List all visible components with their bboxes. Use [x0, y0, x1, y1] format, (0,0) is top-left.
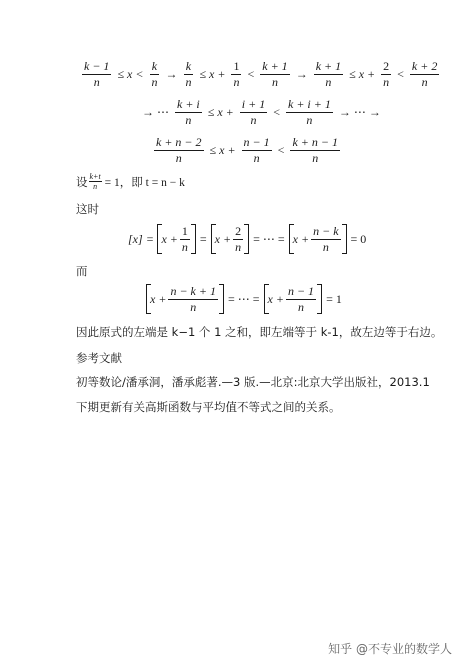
floor-bracket: x + $\frac{2}{n}$ — [211, 224, 249, 254]
fraction: $\frac{k + i + 1}{n}$ — [288, 97, 331, 127]
fraction: $\frac{k}{n}$ — [151, 59, 158, 89]
fraction: $\frac{k + 1}{n}$ — [315, 59, 342, 89]
floor-bracket: x + $\frac{1}{n}$ — [157, 224, 195, 254]
inequality-line-1: $\frac{k - 1}{n}$ ≤ x < $\frac{k}{n}$ → $\frac{k}{n}$ ≤ x + $\frac{1}{n}$ < $\frac{k + 1}{n}$ → $\frac{k + 1}{n}$ ≤ x + $\frac{2}{n}$ < $\frac{k + 2}{n}$ — [84, 59, 438, 89]
next-issue-note: 下期更新有关高斯函数与平均值不等式之间的关系。 — [76, 400, 341, 414]
references-heading: 参考文献 — [76, 351, 122, 365]
equation-2: x + $\frac{n - k + 1}{n}$ = ⋯ = x + $\frac{n - 1}{n}$ = 1 — [146, 284, 346, 314]
fraction: $\frac{i + 1}{n}$ — [241, 97, 266, 127]
floor-bracket: x + $\frac{n - 1}{n}$ — [264, 284, 323, 314]
floor-bracket: x + $\frac{n - k}{n}$ — [289, 224, 347, 254]
reference-entry: 初等数论/潘承洞，潘承彪著.—3 版.—北京:北京大学出版社，2013.1 — [76, 375, 430, 389]
fraction: $\frac{k + 2}{n}$ — [411, 59, 438, 89]
conclusion-text: 因此原式的左端是 k−1 个 1 之和，即左端等于 k-1，故左边等于右边。 — [76, 325, 443, 339]
equation-1: [x] = x + $\frac{1}{n}$ = x + $\frac{2}{n}$ = ⋯ = x + $\frac{n - k}{n}$ = 0 — [128, 223, 367, 254]
fraction: $\frac{k + n - 2}{n}$ — [156, 135, 202, 165]
substitution-line: 设 $\frac{k+t}{n}$ = 1，即 t = n − k — [76, 172, 185, 191]
paragraph-label: 而 — [76, 264, 88, 278]
fraction: $\frac{k + i}{n}$ — [177, 97, 200, 127]
fraction: $\frac{1}{n}$ — [233, 59, 240, 89]
paragraph-label: 这时 — [76, 202, 99, 216]
zhihu-watermark: 知乎 @不专业的数学人 — [328, 642, 452, 656]
inequality-line-2: → ⋯ $\frac{k + i}{n}$ ≤ x + $\frac{i + 1}{n}$ < $\frac{k + i + 1}{n}$ → ⋯ → — [142, 97, 381, 127]
fraction: $\frac{2}{n}$ — [383, 59, 390, 89]
fraction: $\frac{k - 1}{n}$ — [84, 59, 110, 89]
fraction: $\frac{k+t}{n}$ — [89, 172, 101, 191]
fraction: $\frac{k + n - 1}{n}$ — [292, 135, 338, 165]
fraction: $\frac{k}{n}$ — [185, 59, 192, 89]
floor-bracket: x + $\frac{n - k + 1}{n}$ — [146, 284, 224, 314]
fraction: $\frac{k + 1}{n}$ — [262, 59, 288, 89]
inequality-line-3: $\frac{k + n - 2}{n}$ ≤ x + $\frac{n - 1}{n}$ < $\frac{k + n - 1}{n}$ — [156, 135, 338, 165]
fraction: $\frac{n - 1}{n}$ — [243, 135, 270, 165]
